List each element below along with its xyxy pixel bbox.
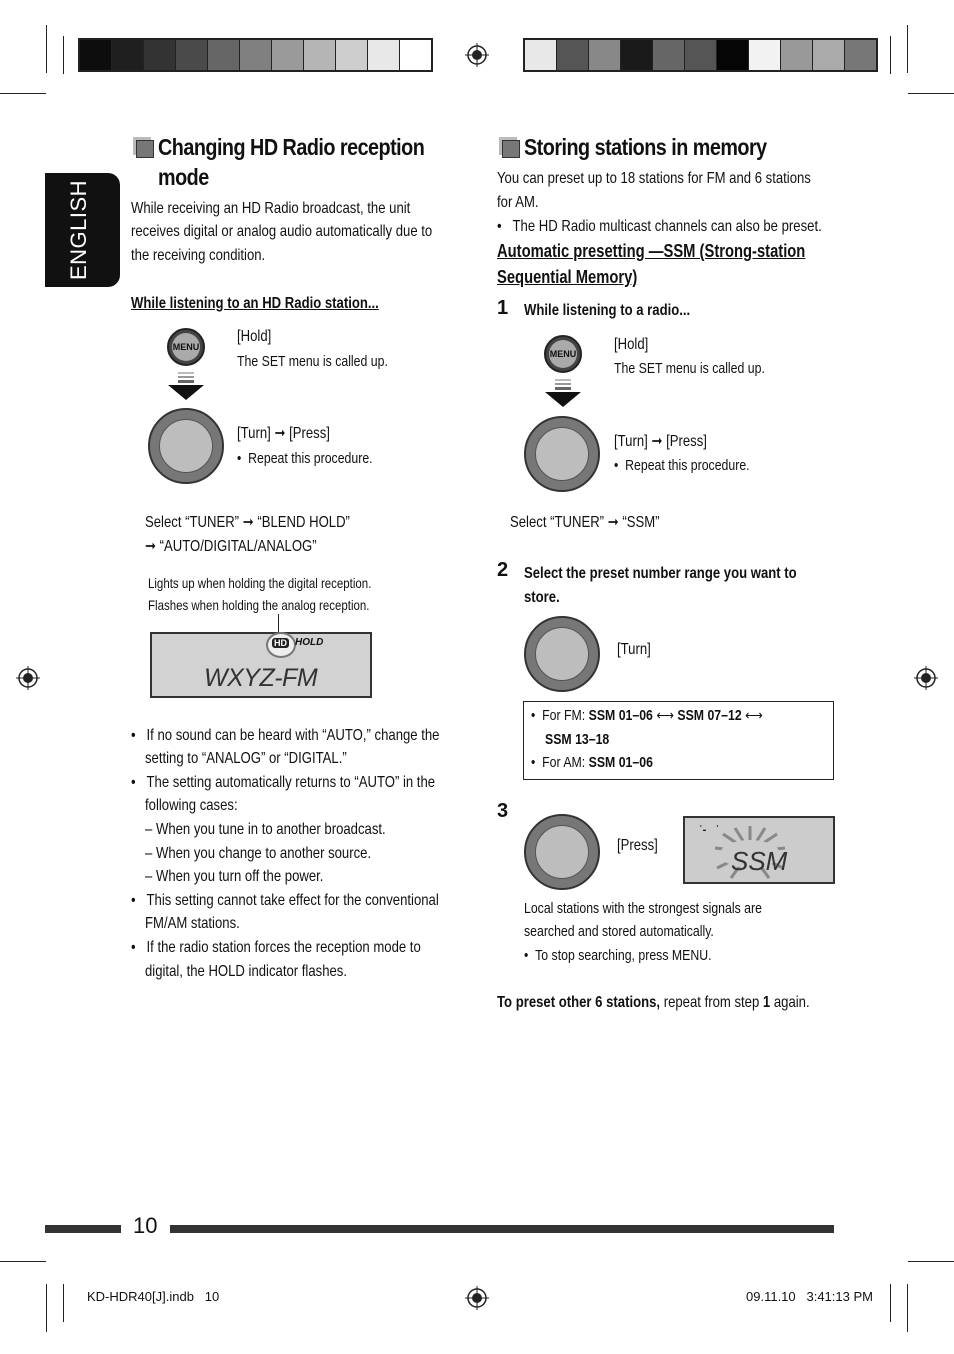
crop-mark bbox=[46, 25, 47, 73]
arrow-right-icon: ➞ bbox=[274, 425, 286, 442]
lcd-display-ssm bbox=[683, 816, 835, 884]
subheading-ssm: Sequential Memory) bbox=[497, 267, 638, 287]
lcd-station-text: WXYZ-FM bbox=[204, 664, 318, 692]
bullet: • The setting automatically returns to “AUTO” in the bbox=[131, 774, 436, 791]
hold-label: [Hold] bbox=[237, 328, 272, 345]
step-number: 1 bbox=[497, 297, 509, 319]
crop-mark bbox=[890, 1284, 891, 1322]
crop-mark bbox=[908, 1261, 954, 1262]
arrow-down-icon bbox=[543, 379, 583, 409]
press-label: [Press] bbox=[617, 837, 658, 854]
section-heading-storing: Storing stations in memory bbox=[524, 134, 767, 160]
footer-rule bbox=[45, 1225, 121, 1233]
color-bar-left bbox=[78, 38, 433, 72]
double-arrow-icon: ⟷ bbox=[745, 707, 763, 724]
bullet: • If no sound can be heard with “AUTO,” change the bbox=[131, 727, 440, 744]
lcd-display bbox=[150, 632, 372, 698]
sub-item: – When you tune in to another broadcast. bbox=[145, 821, 386, 838]
result-text: Local stations with the strongest signals are bbox=[524, 900, 762, 917]
result-text: searched and stored automatically. bbox=[524, 923, 714, 940]
registration-mark-icon bbox=[914, 666, 938, 690]
page-number: 10 bbox=[133, 1213, 158, 1238]
crop-mark bbox=[46, 1284, 47, 1332]
double-arrow-icon: ⟷ bbox=[656, 707, 674, 724]
crop-mark bbox=[907, 25, 908, 73]
footer-file-info: KD-HDR40[J].indb 10 bbox=[87, 1289, 220, 1304]
fm-range-line: • For FM: SSM 01–06 ⟷ SSM 07–12 ⟷ bbox=[531, 707, 763, 724]
language-tab bbox=[45, 173, 120, 287]
bullet-cont: following cases: bbox=[145, 797, 238, 814]
crop-mark bbox=[63, 36, 64, 74]
stop-bullet: • To stop searching, press MENU. bbox=[524, 947, 712, 964]
color-bar-right bbox=[523, 38, 878, 72]
bullet: • If the radio station forces the reception mode to bbox=[131, 939, 421, 956]
registration-mark-icon bbox=[465, 1286, 489, 1310]
repeat-line: • Repeat this procedure. bbox=[614, 457, 750, 474]
am-range-line: • For AM: SSM 01–06 bbox=[531, 754, 653, 771]
crop-mark bbox=[908, 93, 954, 94]
intro-text: While receiving an HD Radio broadcast, the unit bbox=[131, 200, 411, 217]
arrow-right-icon: ➞ bbox=[242, 514, 254, 531]
intro-text: for AM. bbox=[497, 194, 539, 211]
step-text: store. bbox=[524, 589, 560, 606]
repeat-line: • Repeat this procedure. bbox=[237, 450, 373, 467]
callout-line bbox=[278, 614, 279, 634]
fm-range-cont: SSM 13–18 bbox=[545, 731, 610, 748]
registration-mark-icon bbox=[465, 43, 489, 67]
section-square-icon bbox=[136, 140, 154, 158]
crop-mark bbox=[0, 93, 46, 94]
registration-mark-icon bbox=[16, 666, 40, 690]
section-heading-hd-mode: Changing HD Radio reception mode bbox=[158, 134, 425, 190]
control-dial-icon bbox=[524, 616, 600, 692]
turn-press-line: [Turn] ➞ [Press] bbox=[614, 433, 707, 450]
crop-mark bbox=[907, 1284, 908, 1332]
select-line: ➞ “AUTO/DIGITAL/ANALOG” bbox=[145, 538, 317, 555]
arrow-right-icon: ➞ bbox=[607, 514, 619, 531]
step-number: 2 bbox=[497, 559, 509, 581]
control-dial-icon bbox=[524, 416, 600, 492]
sub-item: – When you turn off the power. bbox=[145, 868, 324, 885]
subheading-ssm: Automatic presetting —SSM (Strong-station bbox=[497, 241, 806, 261]
hold-desc: The SET menu is called up. bbox=[614, 360, 765, 377]
turn-label: [Turn] bbox=[617, 641, 651, 658]
crop-mark bbox=[0, 1261, 46, 1262]
control-dial-icon bbox=[524, 814, 600, 890]
hold-label: [Hold] bbox=[614, 336, 649, 353]
arrow-down-icon bbox=[166, 372, 206, 402]
intro-bullet: • The HD Radio multicast channels can also be preset. bbox=[497, 218, 822, 235]
step-number: 3 bbox=[497, 800, 509, 822]
step-text: Select the preset number range you want to bbox=[524, 565, 797, 582]
select-line: Select “TUNER” ➞ “BLEND HOLD” bbox=[145, 514, 350, 531]
preset-other-line: To preset other 6 stations, repeat from step 1 again. bbox=[497, 994, 810, 1011]
hold-note: Lights up when holding the digital reception. bbox=[148, 575, 372, 591]
lcd-ssm-text: SSM bbox=[731, 846, 788, 876]
segment-mark: ˈ‐ ˈ bbox=[699, 824, 720, 836]
bullet-cont: FM/AM stations. bbox=[145, 915, 240, 932]
hold-indicator: HOLD bbox=[295, 637, 324, 648]
arrow-right-icon: ➞ bbox=[145, 538, 156, 555]
footer-timestamp: 09.11.10 3:41:13 PM bbox=[746, 1289, 873, 1304]
crop-mark bbox=[890, 36, 891, 74]
intro-text: receives digital or analog audio automatically due to bbox=[131, 223, 433, 240]
footer-rule bbox=[170, 1225, 834, 1233]
hold-desc: The SET menu is called up. bbox=[237, 353, 388, 370]
sub-item: – When you change to another source. bbox=[145, 845, 372, 862]
control-dial-icon bbox=[148, 408, 224, 484]
section-square-icon bbox=[502, 140, 520, 158]
turn-press-line: [Turn] ➞ [Press] bbox=[237, 425, 330, 442]
select-line: Select “TUNER” ➞ “SSM” bbox=[510, 514, 660, 531]
hd-indicator: HD bbox=[266, 632, 296, 658]
step-text: While listening to a radio... bbox=[524, 302, 691, 319]
arrow-right-icon: ➞ bbox=[651, 433, 663, 450]
intro-text: You can preset up to 18 stations for FM and 6 stations bbox=[497, 170, 811, 187]
intro-text: the receiving condition. bbox=[131, 247, 266, 264]
bullet: • This setting cannot take effect for the conventional bbox=[131, 892, 439, 909]
language-tab-label: ENGLISH bbox=[66, 179, 91, 281]
crop-mark bbox=[63, 1284, 64, 1322]
bullet-cont: setting to “ANALOG” or “DIGITAL.” bbox=[145, 750, 347, 767]
bullet-cont: digital, the HOLD indicator flashes. bbox=[145, 963, 348, 980]
hold-note: Flashes when holding the analog reception. bbox=[148, 597, 370, 613]
menu-button-icon: MENU bbox=[544, 335, 582, 373]
menu-button-icon: MENU bbox=[167, 328, 205, 366]
subheading: While listening to an HD Radio station... bbox=[131, 295, 379, 312]
